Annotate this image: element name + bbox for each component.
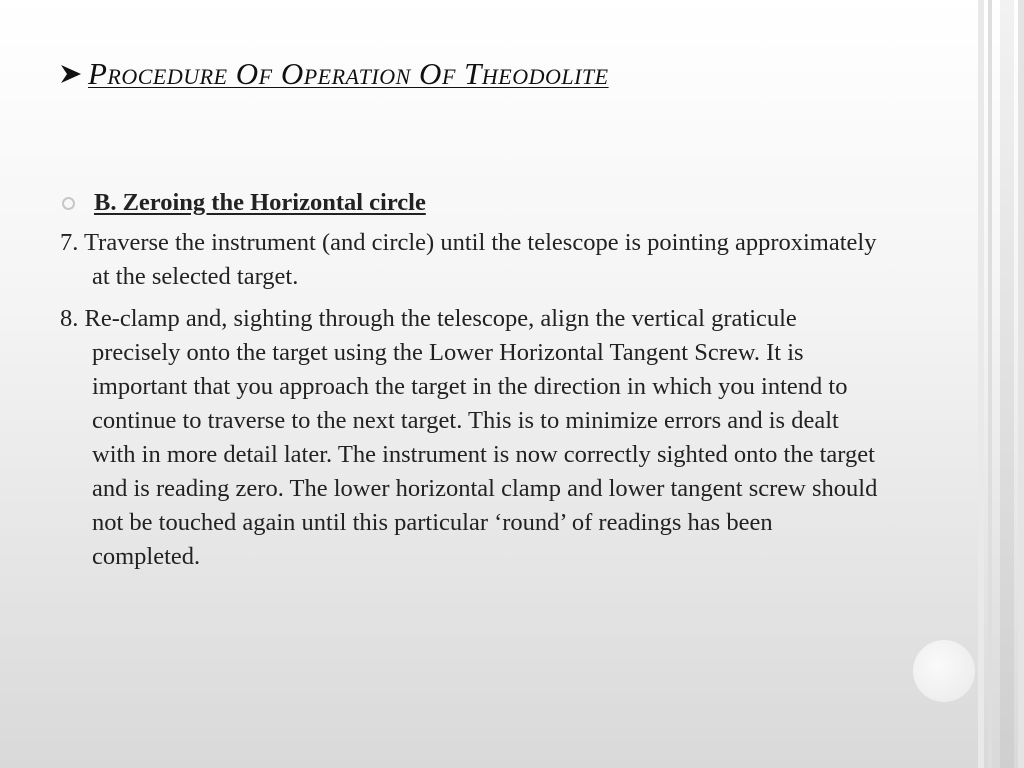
decorative-strip	[1018, 0, 1024, 768]
decorative-strip	[1000, 0, 1014, 768]
step-paragraph: 8. Re-clamp and, sighting through the telescope, align the vertical graticule precisely onto the target using the Lower Horizontal Tangent Screw. It is important that you approach the target in the direction in which you intend to continue to traverse to the next target. This is to minimize errors and is dealt with in more detail later. The instrument is now correctly sighted onto the target and is reading zero. The lower horizontal clamp and lower tangent screw should not be touched again until this particular ‘round’ of readings has been completed.	[60, 305, 878, 570]
slide-body	[60, 186, 880, 582]
section-subheading: B. Zeroing the Horizontal circle	[94, 189, 426, 216]
slide-title	[60, 56, 609, 92]
decorative-circle	[913, 640, 975, 702]
step-paragraph: 7. Traverse the instrument (and circle) until the telescope is pointing approximately at the selected target.	[60, 229, 877, 290]
ring-bullet-icon	[62, 197, 75, 210]
section-heading-row	[60, 186, 880, 220]
slide-title-text: Procedure Of Operation Of Theodolite	[88, 56, 609, 91]
decorative-strip	[978, 0, 984, 768]
arrow-bullet-icon	[60, 63, 82, 85]
decorative-strip	[988, 0, 992, 768]
